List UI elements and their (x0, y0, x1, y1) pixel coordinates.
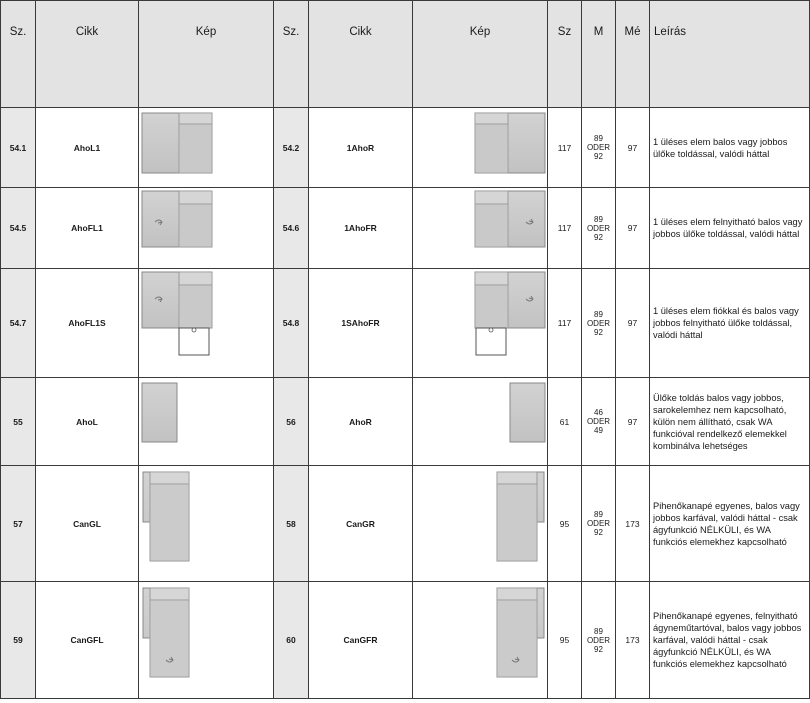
col-kep: Kép (139, 1, 274, 108)
item-height: 89 ODER 92 (582, 582, 616, 699)
item-description: Pihenőkanapé egyenes, balos vagy jobbos karfával, valódi háttal - csak ágyfunkció NÉLKÜLI, és WA funkciós elemekhez kapcsolható (650, 466, 810, 582)
item-code-right: 54.8 (274, 269, 309, 378)
table-row (1, 108, 810, 188)
item-depth: 97 (616, 378, 650, 466)
item-image-left (139, 188, 274, 269)
table-row (1, 466, 810, 582)
item-image-left (139, 582, 274, 699)
col-cikk: Cikk (36, 1, 139, 108)
item-width: 117 (548, 269, 582, 378)
item-code-left: 54.5 (1, 188, 36, 269)
item-description: Pihenőkanapé egyenes, felnyitható ágyneműtartóval, balos vagy jobbos karfával, valódi háttal - csak ágyfunkció NÉLKÜLI, és WA funkciós elemekhez kapcsolható (650, 582, 810, 699)
col-leiras: Leírás (650, 1, 810, 108)
item-code-right: 60 (274, 582, 309, 699)
item-description: 1 üléses elem balos vagy jobbos ülőke toldással, valódi háttal (650, 108, 810, 188)
item-image-left (139, 466, 274, 582)
item-image-right (413, 466, 548, 582)
item-code-left: 54.1 (1, 108, 36, 188)
item-depth: 173 (616, 582, 650, 699)
sofa-drawing-left (139, 269, 274, 377)
item-article-left: CanGL (36, 466, 139, 582)
item-width: 61 (548, 378, 582, 466)
item-code-right: 54.6 (274, 188, 309, 269)
chaise-drawing-left (139, 466, 274, 581)
col-magassag: M (582, 1, 616, 108)
item-height: 89 ODER 92 (582, 188, 616, 269)
item-code-right: 54.2 (274, 108, 309, 188)
sofa-drawing-right (413, 269, 548, 377)
item-width: 117 (548, 188, 582, 269)
item-description: 1 üléses elem felnyitható balos vagy jobbos ülőke toldással, valódi háttal (650, 188, 810, 269)
seat-extension-drawing-right (413, 378, 548, 465)
item-depth: 97 (616, 269, 650, 378)
item-depth: 97 (616, 188, 650, 269)
item-article-right: 1AhoFR (309, 188, 413, 269)
sofa-drawing-right (413, 108, 548, 187)
item-article-right: CanGFR (309, 582, 413, 699)
item-image-right (413, 582, 548, 699)
col-szelesseg: Sz (548, 1, 582, 108)
table-row (1, 582, 810, 699)
col-sz-2: Sz. (274, 1, 309, 108)
sofa-drawing-right (413, 188, 548, 268)
item-image-right (413, 378, 548, 466)
item-article-right: 1SAhoFR (309, 269, 413, 378)
item-article-right: AhoR (309, 378, 413, 466)
chaise-drawing-left (139, 582, 274, 698)
item-image-left (139, 269, 274, 378)
col-sz: Sz. (1, 1, 36, 108)
item-image-left (139, 108, 274, 188)
item-code-left: 59 (1, 582, 36, 699)
item-depth: 97 (616, 108, 650, 188)
item-code-right: 58 (274, 466, 309, 582)
item-article-left: AhoFL1S (36, 269, 139, 378)
item-article-left: AhoL (36, 378, 139, 466)
item-height: 89 ODER 92 (582, 108, 616, 188)
chaise-drawing-right (413, 466, 548, 581)
item-code-left: 54.7 (1, 269, 36, 378)
seat-extension-drawing-left (139, 378, 274, 465)
item-image-right (413, 269, 548, 378)
item-article-left: AhoFL1 (36, 188, 139, 269)
item-code-left: 57 (1, 466, 36, 582)
item-height: 89 ODER 92 (582, 269, 616, 378)
col-kep-2: Kép (413, 1, 548, 108)
item-code-right: 56 (274, 378, 309, 466)
col-cikk-2: Cikk (309, 1, 413, 108)
item-code-left: 55 (1, 378, 36, 466)
table-row (1, 269, 810, 378)
item-article-left: AhoL1 (36, 108, 139, 188)
item-width: 95 (548, 582, 582, 699)
sofa-drawing-left (139, 188, 274, 268)
item-image-right (413, 108, 548, 188)
item-article-right: 1AhoR (309, 108, 413, 188)
col-melyseg: Mé (616, 1, 650, 108)
item-width: 117 (548, 108, 582, 188)
item-article-right: CanGR (309, 466, 413, 582)
table-row (1, 188, 810, 269)
table-row (1, 378, 810, 466)
sofa-drawing-left (139, 108, 274, 187)
item-image-left (139, 378, 274, 466)
item-height: 46 ODER 49 (582, 378, 616, 466)
item-width: 95 (548, 466, 582, 582)
item-description: 1 üléses elem fiókkal és balos vagy jobbos felnyitható ülőke toldással, valódi háttal (650, 269, 810, 378)
item-description: Ülőke toldás balos vagy jobbos, sarokelemhez nem kapcsolható, külön nem állítható, csak WA funkcióval rendelkező elemekkel kombinálva lehetséges (650, 378, 810, 466)
item-image-right (413, 188, 548, 269)
item-depth: 173 (616, 466, 650, 582)
item-article-left: CanGFL (36, 582, 139, 699)
chaise-drawing-right (413, 582, 548, 698)
item-height: 89 ODER 92 (582, 466, 616, 582)
header-row (1, 1, 810, 108)
